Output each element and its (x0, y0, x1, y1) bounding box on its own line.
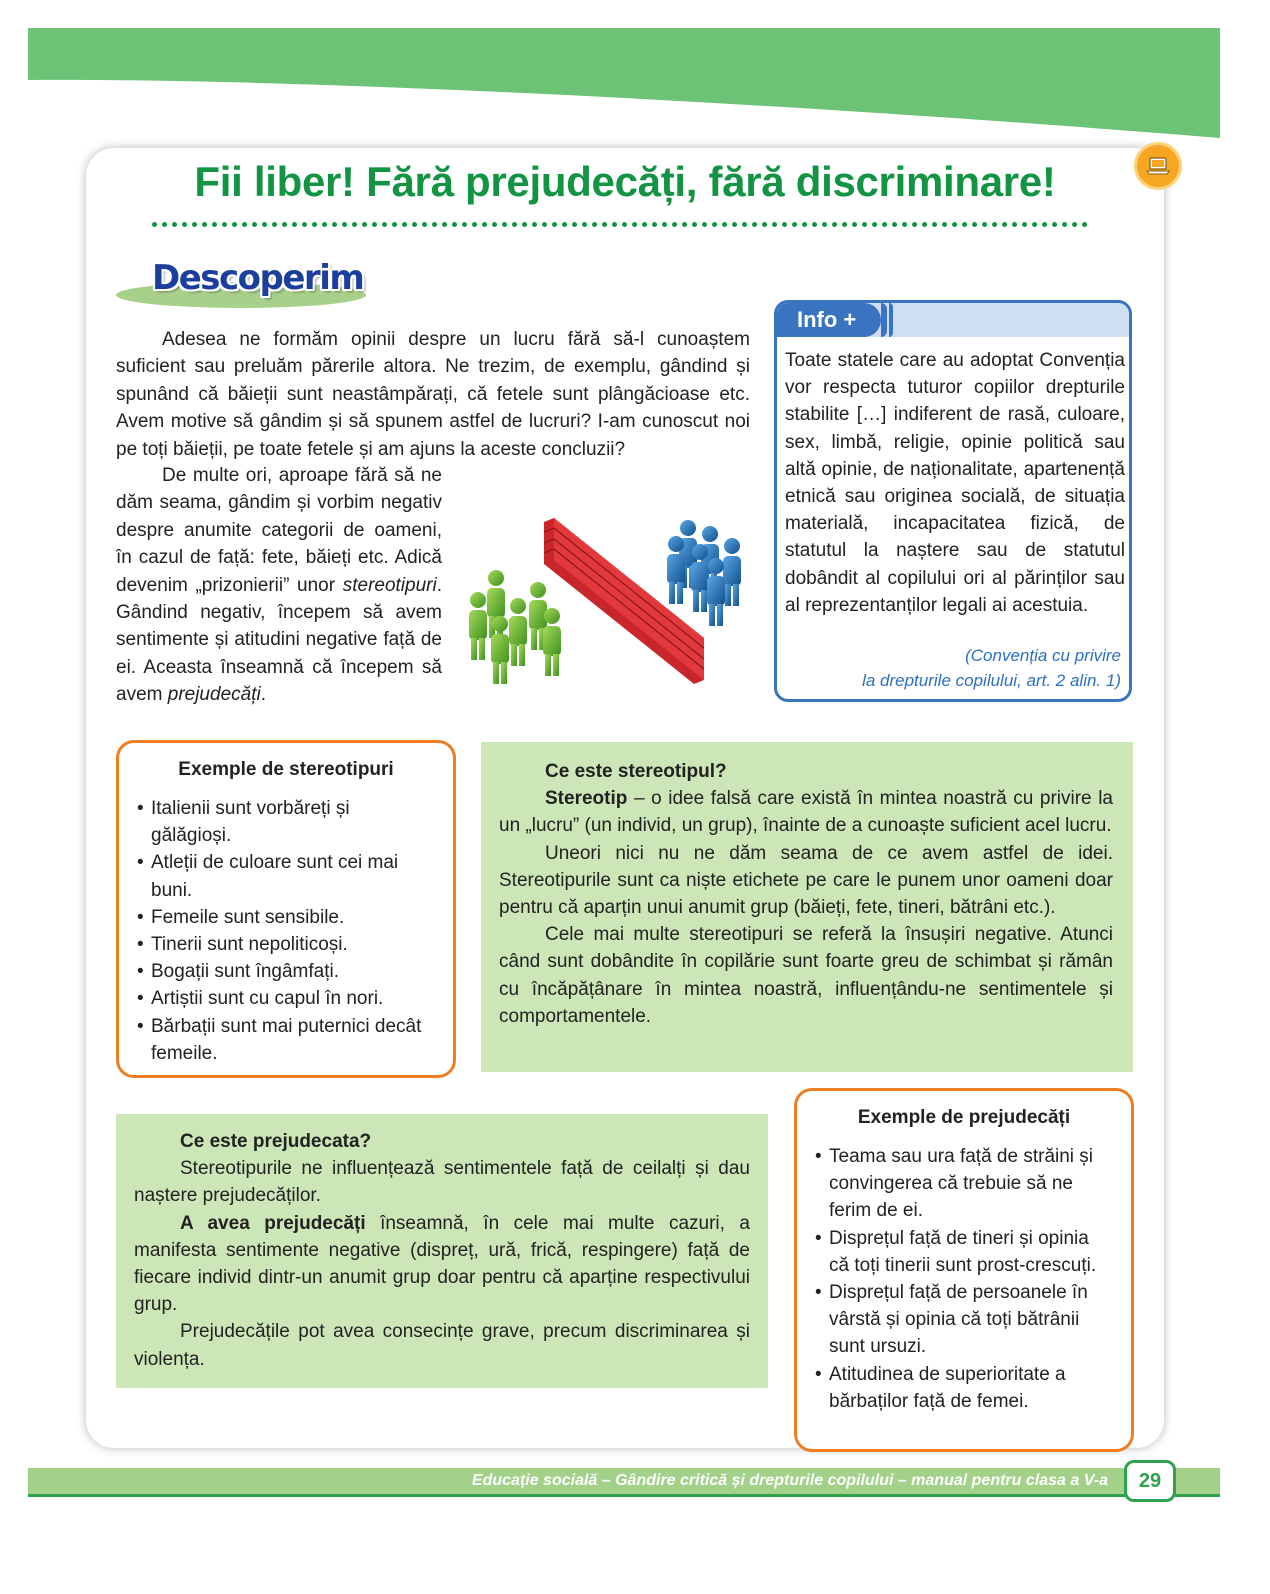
info-stripe (889, 303, 893, 337)
info-stripe (881, 303, 887, 337)
intro-text-2b: . Gândind negativ, începem să avem sentimente și atitudini negative față de ei. Aceasta înseamnă că începem să avem (116, 574, 442, 706)
section-badge (116, 258, 366, 310)
prejudice-heading-text: Ce este prejudecata? (180, 1131, 372, 1152)
stereotype-definition (499, 785, 1113, 839)
stereotype-item: • Italienii sunt vorbăreți și gălăgioși. (137, 795, 435, 849)
stereotype-item: • Femeile sunt sensibile. (137, 904, 435, 931)
stereotype-item: • Bogații sunt îngâmfați. (137, 958, 435, 985)
stereotype-definition-heading (499, 758, 1113, 785)
title-divider (152, 222, 1088, 227)
info-text: Toate statele care au adoptat Convenția vor respecta tuturor copiilor drepturile stabilite […] indiferent de rasă, culoare, sex, limbă, religie, opinie politică sau altă opinie, de naționalitate, apartenență etnică sau originea socială, de situația materială, incapacitatea fizică, de statutul la naștere sau de statutul dobândit al copilului ori al părinților sau al reprezentanților legali ai acestuia. (785, 350, 1125, 616)
prejudice-item: • Teama sau ura față de străini și convingerea că trebuie să ne ferim de ei. (815, 1143, 1113, 1225)
page-title: Fii liber! Fără prejudecăți, fără discriminare! (194, 158, 1056, 205)
prejudice-examples-list (815, 1143, 1113, 1415)
stereotype-item: • Atleții de culoare sunt cei mai buni. (137, 849, 435, 903)
intro-paragraph-2 (116, 462, 442, 709)
intro-text-2c: . (260, 684, 266, 706)
stereotype-paragraph-2: Uneori nici nu ne dăm seama de ce avem astfel de idei. Stereotipurile sunt ca niște etichete pe care le punem unor oameni doar pentru că aparțin unui anumit grup (băieți, fete, tineri, bătrâni etc.). (499, 842, 1113, 919)
prejudice-paragraph-3: Prejudecățile pot avea consecințe grave, precum discriminarea și violența. (134, 1321, 750, 1370)
stereotype-item: • Tinerii sunt nepoliticoși. (137, 931, 435, 958)
stereotype-def-text: – o idee falsă care există în mintea noastră cu privire la un „lucru” (un individ, un grup), înainte de a cunoaște suficient acel lucru. (499, 788, 1113, 837)
page-number: 29 (1124, 1460, 1176, 1502)
top-decorative-band (28, 28, 1248, 138)
term-prejudices: prejudecăți (167, 684, 261, 706)
prejudice-item: • Atitudinea de superioritate a bărbaților față de femei. (815, 1361, 1113, 1415)
prejudice-item: • Disprețul față de persoanele în vârstă și opinia că toți bătrânii sunt ursuzi. (815, 1279, 1113, 1361)
prejudice-definition (134, 1210, 750, 1319)
intro-text-2 (116, 462, 442, 709)
prejudice-definition-heading (134, 1128, 750, 1155)
prejudice-definition-box (116, 1114, 768, 1388)
prejudice-term: A avea prejudecăți (180, 1212, 366, 1234)
intro-text-2a: De multe ori, aproape fără să ne dăm seama, gândim și vorbim negativ despre anumite categorii de oameni, în cazul de față: fete, băieți etc. Adică devenim „prizonierii” unor (116, 465, 442, 596)
people-wall-illustration (466, 508, 756, 698)
info-header (777, 303, 1129, 337)
info-source-line-1: (Convenția cu privire (965, 646, 1121, 665)
footer-text: Educație socială – Gândire critică și drepturile copilului – manual pentru clasa a V-a (471, 1472, 1108, 1489)
intro-paragraph-1 (116, 326, 750, 463)
green-group (469, 570, 561, 684)
prejudice-examples-heading: Exemple de prejudecăți (857, 1107, 1071, 1128)
prejudice-paragraph-1: Stereotipurile ne influențează sentimentele față de ceilalți și dau naștere prejudecăților. (134, 1158, 750, 1207)
prejudice-examples-box (794, 1088, 1134, 1452)
info-source-line-2: la drepturile copilului, art. 2 alin. 1) (862, 671, 1121, 690)
stereotype-paragraph-3: Cele mai multe stereotipuri se referă la însușiri negative. Atunci când sunt dobândite în copilărie sunt foarte greu de schimbat și rămân cu încăpățânare în mintea noastră, influențându-ne sentimentele și comportamentele. (499, 924, 1113, 1027)
stereotype-item: • Bărbații sunt mai puternici decât femeile. (137, 1013, 435, 1067)
stereotype-term: Stereotip (545, 788, 628, 810)
stereotype-examples-list (137, 795, 435, 1067)
intro-text-1: Adesea ne formăm opinii despre un lucru fără să-l cunoaștem suficient sau preluăm părerile altora. Ne trezim, de exemplu, gândind și spunând că băieții sunt neastâmpărați, că fetele sunt plângăcioase etc. Avem motive să gândim și să spunem astfel de lucruri? I-am cunoscut noi pe toți băieții, pe toate fetele și am ajuns la aceste concluzii? (116, 329, 750, 460)
stereotype-heading-text: Ce este stereotipul? (545, 761, 727, 782)
section-title: Descoperim (152, 258, 364, 298)
prejudice-def-text: înseamnă, în cele mai multe cazuri, a manifesta sentimente negative (dispreț, ură, frică, respingere) față de fiecare individ dintr-un anumit grup doar pentru că aparține respectivului grup. (134, 1212, 750, 1316)
stereotype-item: • Artiștii sunt cu capul în nori. (137, 985, 435, 1012)
term-stereotypes: stereotipuri (342, 574, 437, 596)
stereotype-examples-heading: Exemple de stereotipuri (178, 759, 394, 780)
footer-line (28, 1494, 1220, 1497)
stereotype-examples-box (116, 740, 456, 1078)
info-box (774, 300, 1132, 702)
info-label: Info + (777, 303, 881, 337)
prejudice-item: • Disprețul față de tineri și opinia că toți tinerii sunt prost-crescuți. (815, 1225, 1113, 1279)
blue-group (667, 520, 741, 626)
stereotype-definition-box (481, 742, 1133, 1072)
info-source (862, 643, 1121, 693)
